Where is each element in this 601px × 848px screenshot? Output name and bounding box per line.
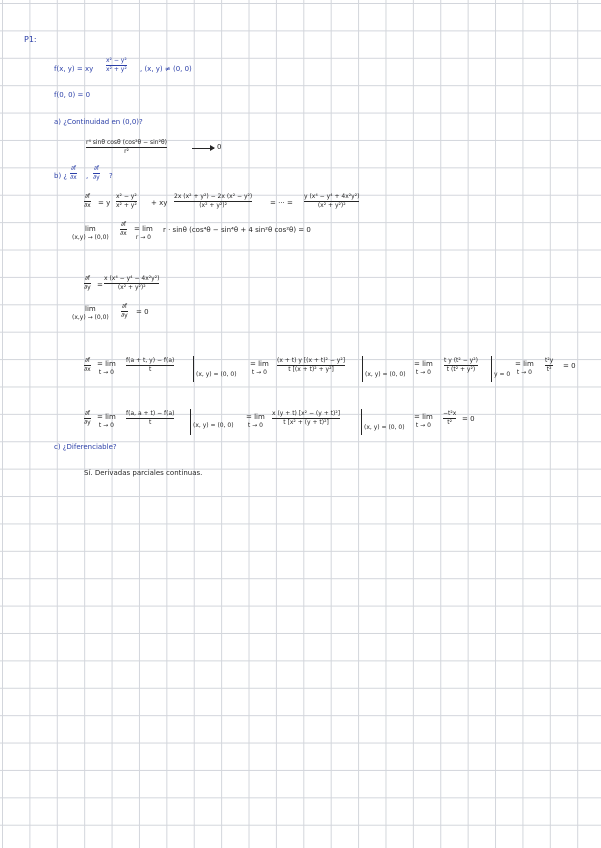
fraction-numerator: 2x (x² + y²) − 2x (x² − y²) — [174, 193, 253, 200]
fraction-numerator: ∂f — [84, 410, 90, 417]
fraction-denominator: t [x² + (y + t)²] — [283, 419, 329, 426]
dfdx-term1-fraction — [116, 194, 137, 209]
lim-word: lim — [85, 225, 96, 233]
fraction-denominator: x² + y² — [106, 66, 127, 73]
dx-def-lim-operator-2 — [250, 361, 269, 376]
dy-def-eval-2: (x, y) = (0, 0) — [364, 424, 405, 431]
dy-def-fraction-1 — [126, 411, 174, 426]
lim-word: = lim — [250, 360, 269, 368]
dx-def-fraction-1 — [126, 358, 174, 373]
lim-subscript: t → 0 — [98, 369, 114, 376]
lim-word: lim — [85, 305, 96, 313]
fraction-denominator: ∂x — [70, 174, 77, 181]
dy-def-lim-operator-2 — [246, 414, 265, 429]
fraction-numerator: (x + t) y [(x + t)² − y²] — [277, 357, 346, 364]
part-c-label: c) ¿Diferenciable? — [54, 443, 117, 451]
part-b-dfdy-fraction — [93, 166, 100, 181]
dx-def-eval-3: y = 0 — [494, 371, 511, 378]
part-a-label: a) ¿Continuidad en (0,0)? — [54, 118, 143, 126]
lim-word: = lim — [414, 413, 433, 421]
fraction-denominator: x² + y² — [116, 202, 137, 209]
lim-subscript: t → 0 — [247, 422, 263, 429]
fraction-numerator: x² − y² — [116, 193, 137, 200]
fraction-numerator: −t²x — [443, 410, 457, 417]
fraction-denominator: t — [148, 366, 152, 373]
lim-subscript: (x,y) → (0,0) — [72, 234, 109, 241]
evaluation-bar — [361, 409, 362, 435]
evaluation-bar — [190, 409, 191, 435]
fraction-denominator: (x² + y²)² — [199, 202, 228, 209]
dx-def-result: = 0 — [563, 362, 576, 370]
fraction-numerator: r⁴ sinθ cosθ (cos²θ − sin²θ) — [86, 139, 167, 146]
fraction-numerator: ∂f — [70, 165, 76, 172]
dx-def-eval-2: (x, y) = (0, 0) — [365, 371, 406, 378]
fraction-denominator: ∂y — [84, 284, 91, 291]
lim-word: = lim — [97, 413, 116, 421]
fraction-denominator: (x² + y²)² — [117, 284, 146, 291]
lim-word: = lim — [246, 413, 265, 421]
dfdx-eq-y: = y — [98, 199, 111, 207]
dy-def-lim-operator-3 — [414, 414, 433, 429]
fraction-numerator: y (x⁴ − y⁴ + 4x²y²) — [304, 193, 360, 200]
lim-word: = lim — [97, 360, 116, 368]
dy-def-lhs-fraction — [84, 411, 91, 426]
fraction-numerator: t y (t² − y²) — [444, 357, 478, 364]
fraction-numerator: x (x⁴ − y⁴ − 4x²y²) — [104, 275, 160, 282]
dx-def-lim-operator-4 — [515, 361, 534, 376]
dfdy-lhs-fraction — [84, 276, 91, 291]
function-definition-fraction — [106, 58, 127, 73]
fraction-numerator: ∂f — [93, 165, 99, 172]
dfdx-lhs-fraction — [84, 194, 91, 209]
lim-word: = lim — [515, 360, 534, 368]
fraction-numerator: ∂f — [121, 303, 127, 310]
fraction-numerator: f(a + t, y) − f(a) — [126, 357, 175, 364]
lim-word: = lim — [414, 360, 433, 368]
dy-def-lim-operator — [97, 414, 116, 429]
dfdy-equals: = — [97, 281, 103, 289]
function-origin-value: f(0, 0) = 0 — [54, 91, 91, 99]
dfdx-eq-dots: = ··· = — [270, 199, 293, 207]
part-b-dfdx-fraction — [70, 166, 77, 181]
dy-def-fraction-2 — [272, 411, 340, 426]
problem-title: P1: — [24, 35, 37, 44]
dfdx-term3-fraction — [304, 194, 359, 209]
continuity-result: 0 — [217, 143, 222, 151]
dfdx-term2-fraction — [174, 194, 252, 209]
dx-def-eval-1: (x, y) = (0, 0) — [196, 371, 237, 378]
fraction-numerator: ∂f — [84, 275, 90, 282]
fraction-denominator: t² — [447, 419, 453, 426]
continuity-fraction — [86, 140, 167, 155]
dx-def-lim-operator — [97, 361, 116, 376]
dx-def-fraction-4 — [545, 358, 553, 373]
dfdx-plus-xy: + xy — [151, 199, 168, 207]
fraction-numerator: t²y — [545, 357, 554, 364]
fraction-numerator: ∂f — [84, 193, 90, 200]
part-c-answer: Sí. Derivadas parciales continuas. — [84, 469, 203, 477]
lim2-operator — [72, 306, 109, 321]
fraction-denominator: r² — [124, 148, 129, 155]
fraction-numerator: ∂f — [120, 221, 126, 228]
lim-subscript: t → 0 — [516, 369, 532, 376]
fraction-denominator: ∂x — [84, 366, 91, 373]
fraction-numerator: f(a, a + t) − f(a) — [126, 410, 175, 417]
fraction-denominator: ∂x — [84, 202, 91, 209]
lim1-result: r · sinθ (cos⁴θ − sin⁴θ + 4 sin²θ cos²θ) = 0 — [163, 226, 311, 234]
dy-def-fraction-3 — [443, 411, 456, 426]
fraction-denominator: ∂y — [121, 312, 128, 319]
fraction-denominator: t [(x + t)² + y²] — [288, 366, 334, 373]
fraction-denominator: (x² + y²)² — [317, 202, 346, 209]
lim2-fraction — [121, 304, 128, 319]
fraction-denominator: ∂x — [120, 230, 127, 237]
dx-def-lim-operator-3 — [414, 361, 433, 376]
part-b-label-end: ? — [109, 172, 113, 180]
dy-def-result: = 0 — [462, 415, 475, 423]
dx-def-lhs-fraction — [84, 358, 91, 373]
fraction-numerator: x (y + t) [x² − (y + t)²] — [272, 410, 341, 417]
limit-arrow — [192, 148, 214, 149]
evaluation-bar — [193, 356, 194, 382]
evaluation-bar — [491, 356, 492, 382]
lim1-operator — [72, 226, 109, 241]
dx-def-fraction-3 — [444, 358, 478, 373]
fraction-denominator: t — [149, 419, 152, 426]
lim2-result: = 0 — [136, 308, 149, 316]
fraction-denominator: t (t² + y²) — [446, 366, 476, 373]
lim-subscript: t → 0 — [415, 422, 431, 429]
lim-subscript: t → 0 — [415, 369, 431, 376]
fraction-numerator: ∂f — [84, 357, 90, 364]
dfdy-rhs-fraction — [104, 276, 159, 291]
fraction-denominator: ∂y — [93, 174, 100, 181]
dx-def-fraction-2 — [277, 358, 345, 373]
function-definition-lhs: f(x, y) = xy — [54, 65, 94, 73]
part-b-label-separator: , — [86, 172, 89, 180]
lim1-fraction — [120, 222, 127, 237]
lim-subscript: (x,y) → (0,0) — [72, 314, 109, 321]
fraction-numerator: x² − y² — [106, 57, 127, 64]
lim1-r-operator — [134, 226, 153, 241]
fraction-denominator: t² — [546, 366, 552, 373]
fraction-denominator: ∂y — [84, 419, 91, 426]
lim-subscript: r → 0 — [135, 234, 151, 241]
function-definition-condition: , (x, y) ≠ (0, 0) — [140, 65, 192, 73]
lim-subscript: t → 0 — [98, 422, 114, 429]
evaluation-bar — [362, 356, 363, 382]
part-b-label: b) ¿ — [54, 172, 68, 180]
lim-subscript: t → 0 — [251, 369, 267, 376]
lim-word: = lim — [134, 225, 153, 233]
dy-def-eval-1: (x, y) = (0, 0) — [193, 422, 234, 429]
